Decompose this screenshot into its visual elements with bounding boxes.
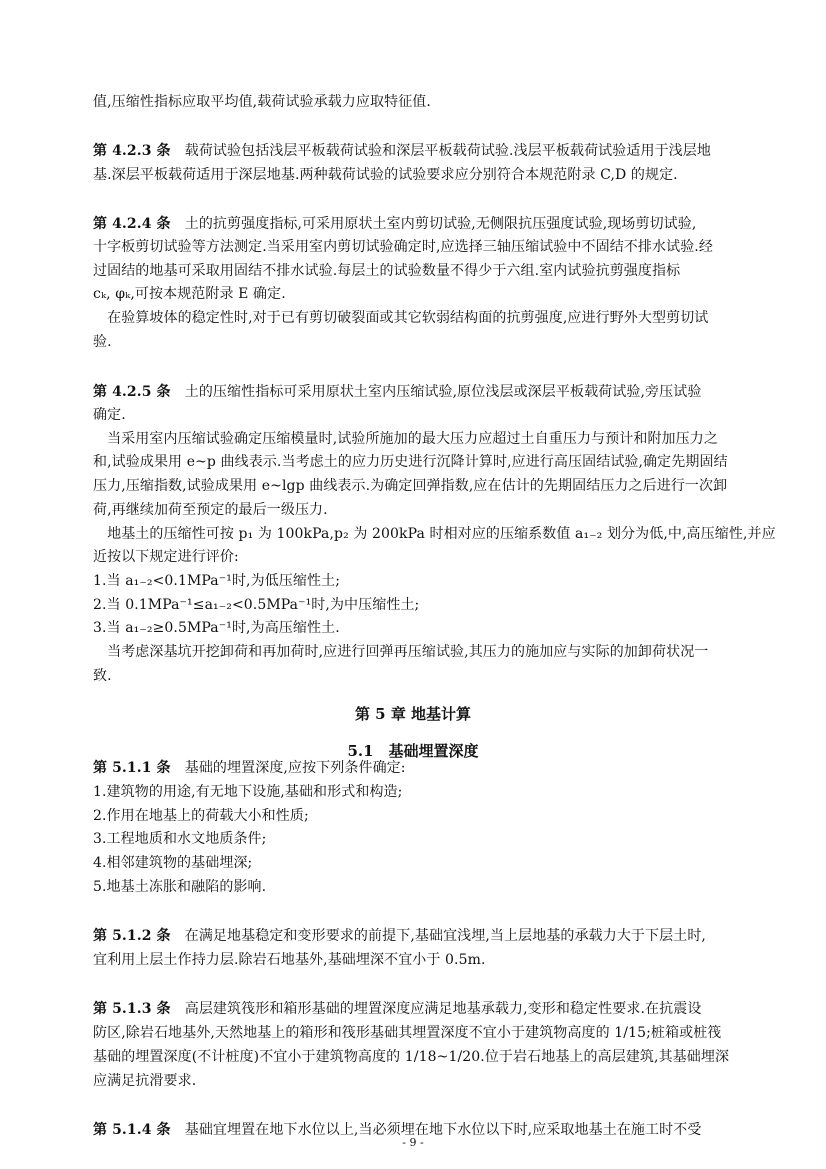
text-line (93, 261, 786, 281)
line-text: 当考虑深基坑开挖卸荷和再加荷时,应进行回弹再压缩试验,其压力的施加应与实际的加卸荷状况一 (93, 644, 709, 660)
line-text: 土的压缩性指标可采用原状土室内压缩试验,原位浅层或深层平板载荷试验,旁压试验 (170, 384, 702, 400)
line-text: 在验算坡体的稳定性时,对于已有剪切破裂面或其它软弱结构面的抗剪强度,应进行野外大型剪切试 (93, 310, 709, 326)
line-text: 值,压缩性指标应取平均值,载荷试验承载力应取特征值. (93, 94, 431, 110)
text-line (93, 1047, 786, 1067)
line-text: 过固结的地基可采取用固结不排水试验.每层土的试验数量不得少于六组.室内试验抗剪强度指标 (93, 263, 681, 279)
line-text: 和,试验成果用 e~p 曲线表示.当考虑土的应力历史进行沉降计算时,应进行高压固结试验,确定先期固结 (93, 454, 728, 470)
text-line (93, 877, 786, 897)
text-line (93, 950, 786, 970)
line-text: 基础的埋置深度,应按下列条件确定: (170, 760, 406, 776)
text-line (93, 571, 786, 591)
text-line (93, 405, 786, 425)
clause-line (93, 926, 786, 946)
line-text: 3.工程地质和水文地质条件; (93, 831, 267, 847)
text-line (93, 165, 786, 185)
text-line (93, 92, 786, 112)
text-line (93, 1071, 786, 1091)
text-line (93, 829, 786, 849)
text-line (93, 500, 786, 520)
chapter-heading: 第 5 章 地基计算 (354, 705, 472, 723)
section-heading: 5.1 基础埋置深度 (347, 742, 479, 760)
clause-line (93, 999, 786, 1019)
line-text: 致. (93, 668, 112, 684)
clause-line (93, 214, 786, 234)
line-text: 当采用室内压缩试验确定压缩模量时,试验所施加的最大压力应超过土自重压力与预计和附加压力之 (93, 431, 718, 447)
line-text: 2.作用在地基上的荷载大小和性质; (93, 808, 309, 824)
line-text: 确定. (93, 407, 126, 423)
line-text: 2.当 0.1MPa⁻¹≤a₁₋₂<0.5MPa⁻¹时,为中压缩性土; (93, 597, 420, 613)
text-line (93, 595, 786, 615)
text-line (93, 806, 786, 826)
line-text: 1.建筑物的用途,有无地下设施,基础和形式和构造; (93, 784, 403, 800)
text-line (93, 452, 786, 472)
text-line (93, 666, 786, 686)
line-text: 3.当 a₁₋₂≥0.5MPa⁻¹时,为高压缩性土. (93, 620, 340, 636)
text-line (93, 547, 786, 567)
line-text: 基础宜埋置在地下水位以上,当必须埋在地下水位以下时,应采取地基土在施工时不受 (170, 1122, 702, 1138)
line-text: 十字板剪切试验等方法测定.当采用室内剪切试验确定时,应选择三轴压缩试验中不固结不排水试验.经 (93, 239, 713, 255)
text-line (93, 524, 786, 544)
clause-line (93, 382, 786, 402)
text-line (93, 1023, 786, 1043)
line-text: 宜利用上层土作持力层.除岩石地基外,基础埋深不宜小于 0.5m. (93, 952, 486, 968)
line-text: 土的抗剪强度指标,可采用原状土室内剪切试验,无侧限抗压强度试验,现场剪切试验, (170, 216, 697, 232)
line-text: 基.深层平板载荷适用于深层地基.两种载荷试验的试验要求应分别符合本规范附录 C,D 的规定. (93, 167, 678, 183)
line-text: 在满足地基稳定和变形要求的前提下,基础宜浅埋,当上层地基的承载力大于下层土时, (170, 928, 706, 944)
text-line (93, 642, 786, 662)
text-line (93, 332, 786, 352)
line-text: 荷,再继续加荷至预定的最后一级压力. (93, 502, 328, 518)
text-line (93, 782, 786, 802)
text-line (93, 853, 786, 873)
text-line (93, 429, 786, 449)
text-line (93, 476, 786, 496)
line-text: 4.相邻建筑物的基础埋深; (93, 855, 253, 871)
clause-line (93, 141, 786, 161)
line-text: cₖ, φₖ,可按本规范附录 E 确定. (93, 286, 286, 302)
line-text: 地基土的压缩性可按 p₁ 为 100kPa,p₂ 为 200kPa 时相对应的压缩系数值 a₁₋₂ 划分为低,中,高压缩性,并应 (93, 526, 776, 542)
text-line (93, 237, 786, 257)
clause-number: 第 4.2.4 条 (93, 216, 171, 232)
clause-line (93, 758, 786, 778)
clause-number: 第 4.2.5 条 (93, 384, 171, 400)
clause-number: 第 5.1.4 条 (93, 1122, 171, 1138)
clause-number: 第 5.1.3 条 (93, 1001, 171, 1017)
page-number: - 9 - (402, 1136, 424, 1149)
line-text: 应满足抗滑要求. (93, 1073, 197, 1089)
clause-number: 第 4.2.3 条 (93, 143, 171, 159)
line-text: 压力,压缩指数,试验成果用 e~lgp 曲线表示.为确定回弹指数,应在估计的先期固结压力之后进行一次卸 (93, 478, 728, 494)
text-line (93, 618, 786, 638)
line-text: 基础的埋置深度(不计桩度)不宜小于建筑物高度的 1/18~1/20.位于岩石地基上的高层建筑,其基础埋深 (93, 1049, 730, 1065)
line-text: 防区,除岩石地基外,天然地基上的箱形和筏形基础其埋置深度不宜小于建筑物高度的 1/15;桩箱或桩筏 (93, 1025, 722, 1041)
line-text: 验. (93, 334, 112, 350)
line-text: 高层建筑筏形和箱形基础的埋置深度应满足地基承载力,变形和稳定性要求.在抗震设 (170, 1001, 702, 1017)
text-line (93, 284, 786, 304)
clause-number: 第 5.1.2 条 (93, 928, 171, 944)
line-text: 5.地基土冻胀和融陷的影响. (93, 879, 267, 895)
line-text: 1.当 a₁₋₂<0.1MPa⁻¹时,为低压缩性土; (93, 573, 341, 589)
line-text: 载荷试验包括浅层平板载荷试验和深层平板载荷试验.浅层平板载荷试验适用于浅层地 (170, 143, 711, 159)
line-text: 近按以下规定进行评价: (93, 549, 239, 565)
text-line (93, 308, 786, 328)
clause-number: 第 5.1.1 条 (93, 760, 171, 776)
